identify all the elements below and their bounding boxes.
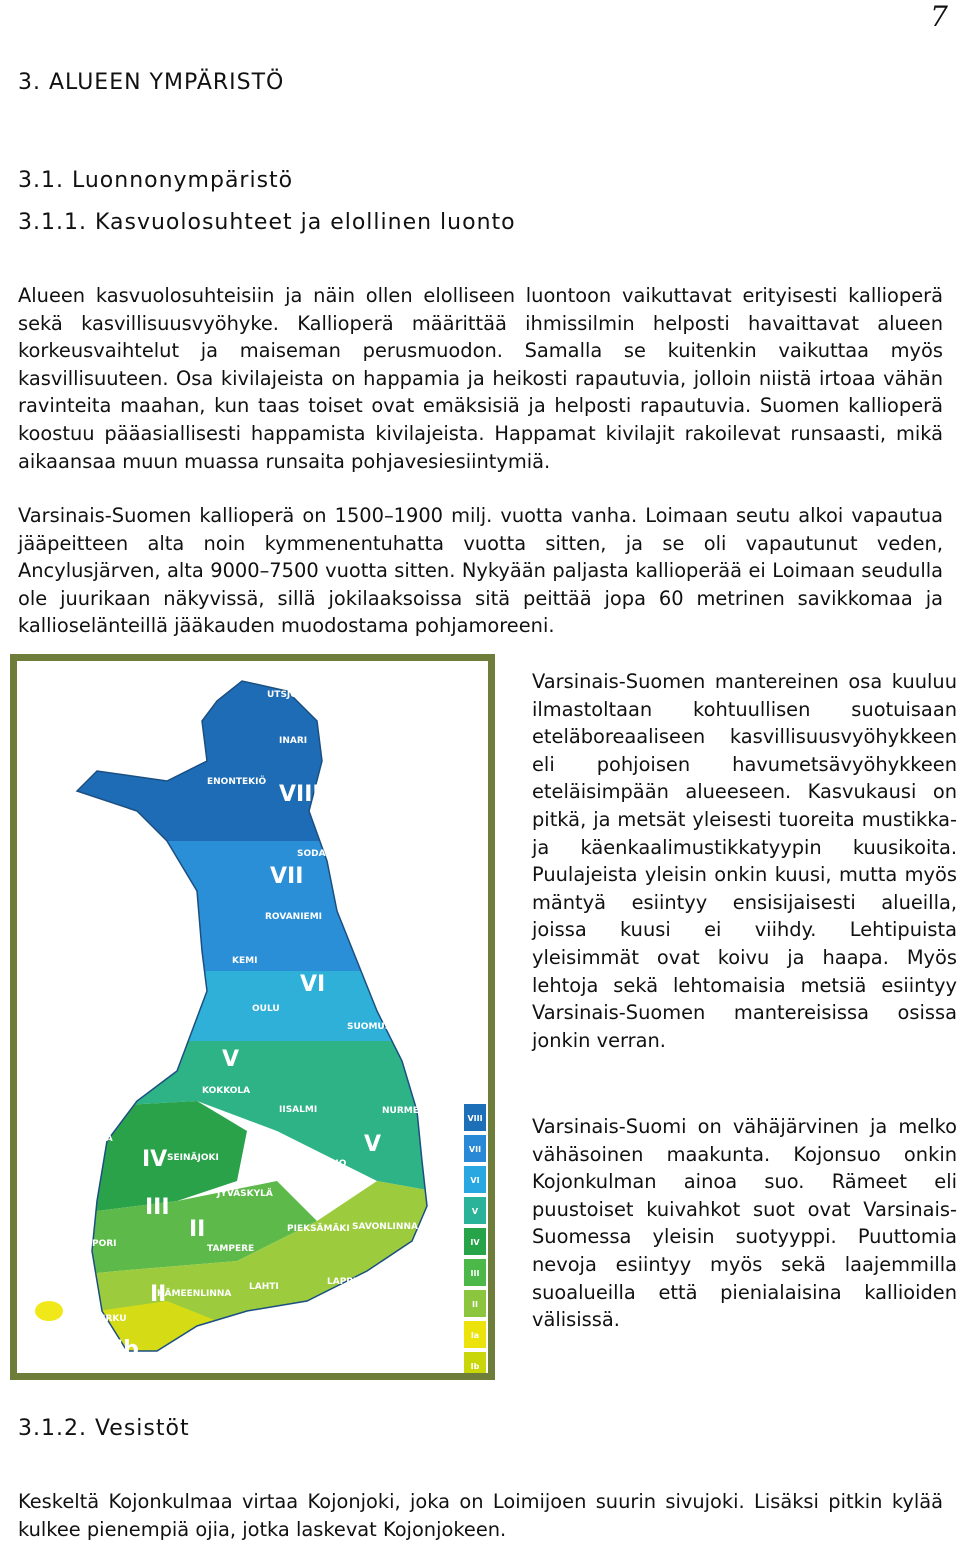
place-label: SUOMUSSALMI: [347, 1022, 423, 1032]
place-label: KUOPIO: [307, 1159, 347, 1169]
map-legend: [464, 1104, 486, 1373]
zone-label: Ib: [115, 1337, 139, 1362]
place-label: KOKKOLA: [202, 1086, 251, 1096]
place-label: TAMPERE: [207, 1244, 255, 1254]
legend-label: III: [470, 1269, 480, 1278]
place-label: INARI: [279, 736, 308, 746]
subsubsection-heading-vesistot: 3.1.2. Vesistöt: [18, 1416, 190, 1441]
map-canvas: [17, 661, 488, 1373]
place-label: VAASA: [79, 1134, 113, 1144]
zone-label: II: [150, 1282, 167, 1307]
place-label: SODANKYLÄ: [297, 849, 360, 859]
legend-label: II: [472, 1300, 478, 1309]
section-heading-alueen-ymparisto: 3. ALUEEN YMPÄRISTÖ: [18, 70, 285, 95]
finland-map-svg: [17, 661, 488, 1373]
place-label: PORI: [92, 1239, 117, 1249]
place-label: KUUSAMO: [352, 941, 404, 951]
place-label: OULU: [252, 1004, 280, 1014]
place-label: TURKU: [92, 1314, 127, 1324]
place-label: IISALMI: [279, 1105, 318, 1115]
zone-label: VII: [270, 864, 304, 889]
zone-label: VIII: [279, 782, 321, 807]
legend-label: IV: [470, 1238, 480, 1247]
legend-swatches: [464, 1104, 486, 1373]
paragraph-vesistot: Keskeltä Kojonkulmaa virtaa Kojonjoki, joka on Loimijoen suurin sivujoki. Lisäksi pitkin kylää kulkee pienempiä ojia, jotka laskevat Kojonjokeen.: [18, 1490, 943, 1541]
legend-label: V: [471, 1207, 479, 1216]
zone-label: II: [189, 1217, 206, 1242]
place-label: HAMINA: [33, 1346, 75, 1356]
place-label: HANKO: [145, 1362, 182, 1372]
place-label: NURMES: [382, 1106, 426, 1116]
zone-label: IV: [142, 1147, 168, 1172]
legend-label: VI: [470, 1176, 480, 1185]
place-label: SAVONLINNA: [352, 1222, 418, 1232]
paragraph-kallioperä: Alueen kasvuolosuhteisiin ja näin ollen elolliseen luontoon vaikuttavat erityisesti kallioperä sekä kasvillisuusvyöhyke. Kallioperä määrittää ihmissilmin helposti havaittavat alueen korkeusvaihtelut ja maiseman perusmuodon. Samalla se kuitenkin vaikuttaa myös kasvillisuuteen. Osa kivilajeista on happamia ja heikosti rapautuvia, jolloin niistä irtoaa vähän ravinteita maahan, kun taas toiset ovat emäksisiä ja helposti rapautuvia. Suomen kallioperä koostuu pääasiallisesti happamista kivilajeista. Happamat kivilajit rakoilevat runsaasti, mikä aikaansaa muun muassa runsaita pohjavesiesiintymiä.: [18, 284, 943, 473]
legend-label: VIII: [467, 1114, 483, 1123]
legend-label: Ia: [470, 1331, 480, 1340]
place-label: ENONTEKIÖ: [207, 777, 267, 787]
place-label: KEMI: [232, 956, 258, 966]
place-label: HÄMEENLINNA: [157, 1289, 232, 1299]
page-number: 7: [930, 0, 948, 33]
place-label: PIEKSÄMÄKI: [287, 1224, 350, 1234]
zone-label: VI: [300, 972, 326, 997]
zone-VIII: [17, 661, 488, 841]
place-label: MAARIAN-: [27, 1334, 79, 1344]
place-label: LAHTI: [249, 1282, 279, 1292]
zone-label: V: [364, 1132, 382, 1157]
place-label: ROVANIEMI: [265, 912, 322, 922]
place-label: KOTKA: [285, 1314, 320, 1324]
zone-label: Ia: [41, 1282, 65, 1307]
place-label: JYVÄSKYLÄ: [217, 1189, 273, 1199]
zone-label: III: [145, 1195, 170, 1220]
paragraph-kallioperän-ika: Varsinais-Suomen kallioperä on 1500–1900 milj. vuotta vanha. Loimaan seutu alkoi vapautua jääpeitteen alta noin kymmenentuhatta vuotta sitten, ja se oli vapautunut veden, Ancylusjärven, alta 9000–7500 vuotta sitten. Nykyään paljasta kallioperää ei Loimaan seudulla ole juurikaan näkyvissä, sillä jokilaaksoissa sitä peittää jopa 60 metrinen savikkomaa ja kallioselänteillä jääkauden muodostama pohjamoreeni.: [18, 504, 943, 638]
vegetation-zone-map: [10, 654, 495, 1380]
place-label: LAPPEENRANTA: [327, 1277, 407, 1287]
side-paragraph-suot: Varsinais-Suomi on vähäjärvinen ja melko vähäsoinen maakunta. Kojonsuo onkin Kojonkulman ainoa suo. Rämeet eli puustoiset kuivahkot suot ovat Varsinais-Suomessa yleisin suotyyppi. Puuttomia nevoja esiintyy myös sekä laajemmilla suoalueilla että pienialaisina kallioiden välisissä.: [532, 1115, 957, 1332]
place-label: SEINÄJOKI: [167, 1153, 219, 1163]
legend-label: Ib: [470, 1362, 480, 1371]
zone-label: V: [222, 1047, 240, 1072]
subsection-heading-luonnonymparisto: 3.1. Luonnonympäristö: [18, 168, 294, 193]
side-paragraph-kasvillisuusvyohyke: Varsinais-Suomen mantereinen osa kuuluu ilmastoltaan kohtuullisen suotuisaan eteläboreaaliseen kasvillisuusvyöhykkeen eli pohjoisen havumetsävyöhykkeen eteläisimpään alueeseen. Kasvukausi on pitkä, ja metsät yleisesti tuoreita mustikka- ja käenkaalimustikkatyypin kuusikoita. Puulajeista yleisin onkin kuusi, mutta myös mäntyä esiintyy ensisijaisesti alueilla, joissa kuusi ei viihdy. Lehtipuista yleisimmät ovat koivu ja haapa. Myös lehtoja sekä lehtomaisia metsiä esiintyy Varsinais-Suomen mantereisissa osissa jonkin verran.: [532, 670, 957, 1052]
place-label: UTSJOKI: [267, 690, 309, 700]
subsubsection-heading-kasvuolosuhteet: 3.1.1. Kasvuolosuhteet ja elollinen luonto: [18, 210, 516, 235]
zone-VII: [17, 841, 488, 971]
place-label: HELSINKI: [245, 1334, 293, 1344]
legend-label: VII: [468, 1145, 482, 1154]
